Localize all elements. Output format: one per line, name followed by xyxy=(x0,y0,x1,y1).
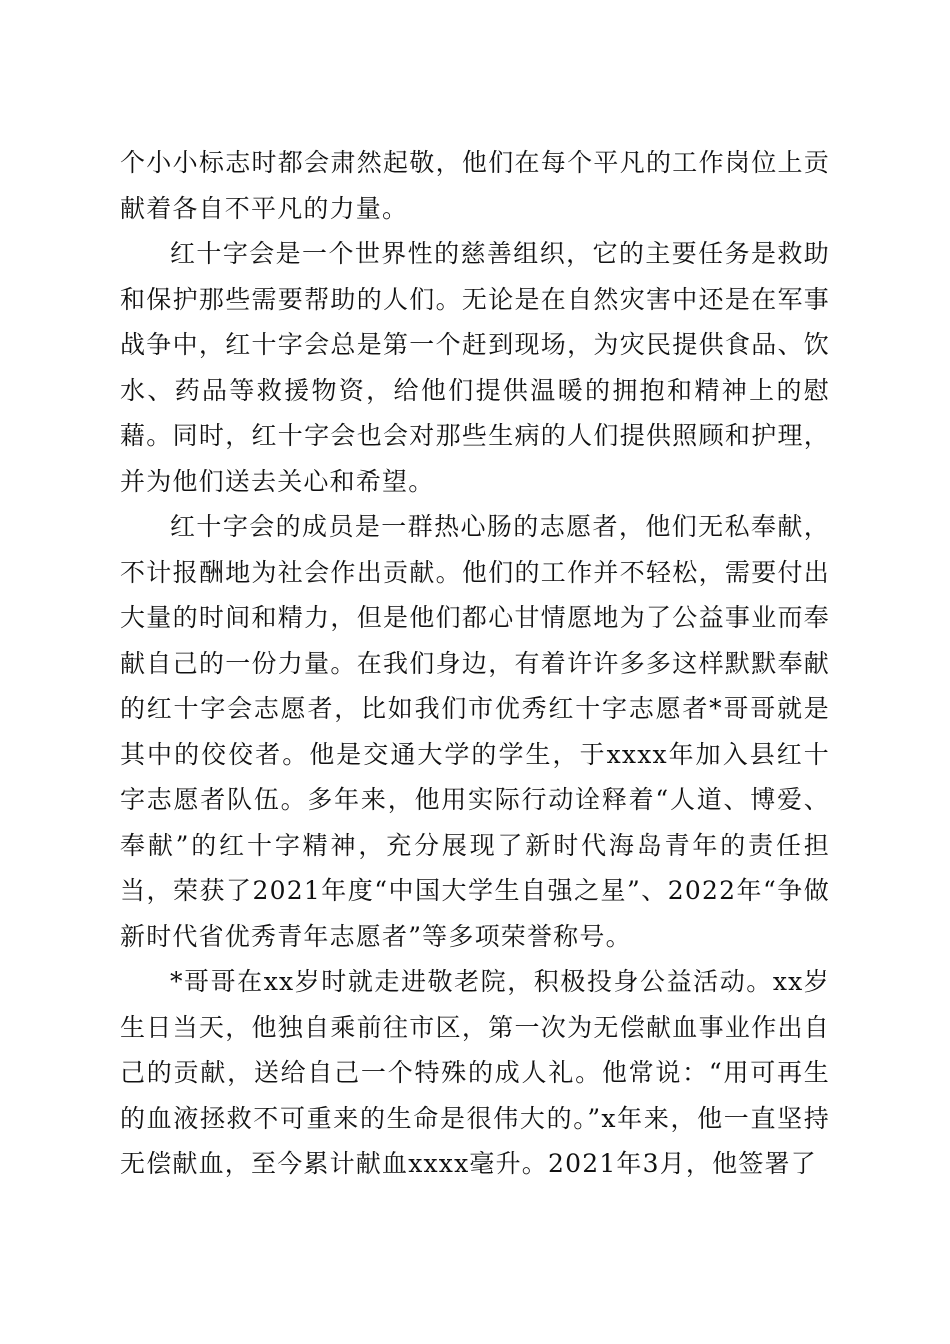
paragraph-red-cross-volunteers: 红十字会的成员是一群热心肠的志愿者，他们无私奉献，不计报酬地为社会作出贡献。他们的工作并不轻松，需要付出大量的时间和精力，但是他们都心甘情愿地为了公益事业而奉献自己的一份力量。在我们身边，有着许许多多这样默默奉献的红十字会志愿者，比如我们市优秀红十字志愿者*哥哥就是其中的佼佼者。他是交通大学的学生，于xxxx年加入县红十字志愿者队伍。多年来，他用实际行动诠释着“人道、博爱、奉献”的红十字精神，充分展现了新时代海岛青年的责任担当，荣获了2021年度“中国大学生自强之星”、2022年“争做新时代省优秀青年志愿者”等多项荣誉称号。 xyxy=(120,512,830,951)
paragraph-red-cross-mission: 红十字会是一个世界性的慈善组织，它的主要任务是救助和保护那些需要帮助的人们。无论是在自然灾害中还是在军事战争中，红十字会总是第一个赶到现场，为灾民提供食品、饮水、药品等救援物资，给他们提供温暖的拥抱和精神上的慰藉。同时，红十字会也会对那些生病的人们提供照顾和护理，并为他们送去关心和希望。 xyxy=(120,239,830,496)
paragraph-continuation: 个小小标志时都会肃然起敬，他们在每个平凡的工作岗位上贡献着各自不平凡的力量。 xyxy=(120,148,830,223)
document-body xyxy=(120,140,830,1187)
paragraph-blood-donation: *哥哥在xx岁时就走进敬老院，积极投身公益活动。xx岁生日当天，他独自乘前往市区，第一次为无偿献血事业作出自己的贡献，送给自己一个特殊的成人礼。他常说：“用可再生的血液拯救不可重来的生命是很伟大的。”x年来，他一直坚持无偿献血，至今累计献血xxxx毫升。2021年3月，他签署了 xyxy=(120,967,830,1178)
